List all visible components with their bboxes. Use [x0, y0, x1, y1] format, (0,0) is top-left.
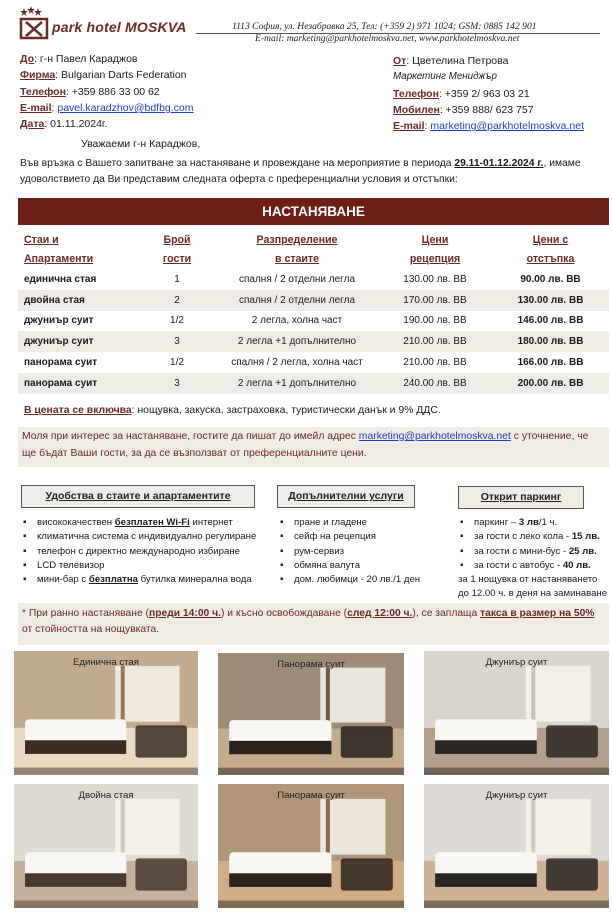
list-item: ▪ климатична система с индивидуално регулиране — [20, 530, 256, 544]
room-photo — [14, 784, 198, 908]
table-row — [18, 373, 609, 394]
table-cell: единична стая — [18, 269, 138, 290]
list-item: ▪ за гости с леко кола - 15 лв. — [457, 530, 600, 544]
column-header-text: гости — [162, 253, 192, 265]
photo-caption: Панорама суит — [277, 659, 345, 670]
column-header-text: Брой — [163, 234, 191, 246]
room-photo-image — [14, 651, 198, 775]
list-item: ▪ телефон с директно международно избиране — [20, 545, 256, 559]
column-header-text: Стаи и — [24, 234, 59, 246]
column-header-text: рецепция — [409, 253, 461, 265]
room-photo-image — [424, 784, 609, 908]
table-row — [18, 331, 609, 352]
table-cell: 1/2 — [138, 311, 216, 332]
room-photo — [424, 651, 609, 775]
intro-paragraph: Във връзка с Вашето запитване за настаняване и провеждане на мероприятие в периода 29.11-01.12.2024 г., имаме удоволствието да Ви представим следната оферта с преференциални условия и отстъпки: — [20, 158, 581, 185]
table-cell: 2 — [138, 290, 216, 311]
table-cell: джуниър суит — [18, 311, 138, 332]
amenities-list — [20, 516, 256, 587]
section-title: НАСТАНЯВАНЕ — [18, 198, 609, 225]
photo-caption: Единична стая — [73, 657, 139, 668]
column-header-text: отстъпка — [526, 253, 575, 265]
table-cell: 90.00 лв. ВВ — [492, 269, 609, 290]
table-cell: 1 — [138, 269, 216, 290]
column-header — [18, 231, 138, 269]
photo-caption: Джуниър суит — [485, 790, 548, 801]
table-cell: спалня / 2 отделни легла — [216, 269, 378, 290]
sender-block: От: Цветелина Петрова Маркетинг Мениджър Телефон: +359 2/ 963 03 21 Мобилен: +359 888/ 623 757 E-mail: marketing@parkhotelmoskva.net — [393, 55, 585, 133]
table-row — [18, 269, 609, 290]
sender-email-link[interactable]: marketing@parkhotelmoskva.net — [430, 120, 585, 133]
table-cell: 130.00 лв. ВВ — [378, 269, 492, 290]
column-header-text: Цени с — [532, 234, 569, 246]
hotel-address: 1113 София, ул. Незабравка 25, Тел: (+359 2) 971 1024; GSM: 0885 142 901 — [232, 21, 537, 32]
column-header-text: Апартаменти — [24, 253, 94, 265]
room-photo — [424, 784, 609, 908]
parking-list — [457, 516, 600, 573]
column-header-text: Цени — [421, 234, 449, 246]
room-photo-image — [218, 784, 404, 908]
parking-note: за 1 нощувка от настаняването до 12.00 ч. в деня на заминаване — [458, 574, 608, 599]
table-cell: 2 легла +1 допълнително — [216, 331, 378, 352]
recipient-email-link[interactable]: pavel.karadzhov@bdfbg.com — [57, 101, 194, 114]
table-cell: 190.00 лв. ВВ — [378, 311, 492, 332]
table-cell: панорама суит — [18, 373, 138, 394]
table-cell: 130.00 лв. ВВ — [492, 290, 609, 311]
column-header — [492, 231, 609, 269]
list-item: ▪ за гости с мини-бус - 25 лв. — [457, 545, 600, 559]
list-item: ▪ обмяна валута — [277, 559, 420, 573]
photo-caption: Двойна стая — [78, 790, 134, 801]
list-item: ▪ пране и гладене — [277, 516, 420, 530]
table-cell: двойна стая — [18, 290, 138, 311]
room-photo-image — [218, 653, 404, 775]
table-row — [18, 352, 609, 373]
list-item: ▪ сейф на рецепция — [277, 530, 420, 544]
room-prices-table — [18, 231, 609, 394]
table-cell: спалня / 2 отделни легла — [216, 290, 378, 311]
parking-title: Открит паркинг — [458, 486, 584, 509]
table-cell: 210.00 лв. ВВ — [378, 331, 492, 352]
room-photo — [218, 784, 404, 908]
recipient-block: До: г-н Павел Караджов Фирма: Bulgarian Darts Federation Телефон: +359 886 33 00 62 E-mail: pavel.karadzhov@bdfbg.com Дата: 01.11.2024г. — [20, 53, 194, 131]
booking-note: Моля при интерес за настаняване, гостите да пишат до имейл адрес marketing@parkhotelmoskva.net с уточнение, че ще бъдат Ваши гости, за да се възползват от преференциалните цени. — [18, 427, 609, 467]
table-cell: 180.00 лв. ВВ — [492, 331, 609, 352]
brand-name: park hotel MOSKVA — [52, 19, 187, 35]
booking-email-link[interactable]: marketing@parkhotelmoskva.net — [358, 431, 511, 442]
amenities-title: Удобства в стаите и апартаментите — [21, 485, 255, 508]
table-cell: 3 — [138, 331, 216, 352]
list-item: ▪ висококачествен безплатен Wi-Fi интернет — [20, 516, 256, 530]
table-cell: 210.00 лв. ВВ — [378, 352, 492, 373]
room-photo-image — [424, 651, 609, 775]
table-cell: 2 легла +1 допълнително — [216, 373, 378, 394]
photo-caption: Джуниър суит — [485, 657, 548, 668]
column-header — [216, 231, 378, 269]
table-row — [18, 311, 609, 332]
table-cell: 240.00 лв. ВВ — [378, 373, 492, 394]
list-item: ▪ рум-сервиз — [277, 545, 420, 559]
list-item: ▪ за гости с автобус - 40 лв. — [457, 559, 600, 573]
photo-caption: Панорама суит — [277, 790, 345, 801]
table-cell: джуниър суит — [18, 331, 138, 352]
table-cell: 2 легла, холна част — [216, 311, 378, 332]
table-cell: 1/2 — [138, 352, 216, 373]
table-header-row — [18, 231, 609, 269]
table-cell: 170.00 лв. ВВ — [378, 290, 492, 311]
table-cell: спалня / 2 легла, холна част — [216, 352, 378, 373]
list-item: ▪ дом. любимци - 20 лв./1 ден — [277, 573, 420, 587]
room-photo-image — [14, 784, 198, 908]
greeting: Уважаеми г-н Караджов, — [81, 138, 201, 150]
table-cell: панорама суит — [18, 352, 138, 373]
services-title: Допълнителни услуги — [277, 485, 415, 508]
table-cell: 3 — [138, 373, 216, 394]
column-header — [378, 231, 492, 269]
list-item: ▪ паркинг – 3 лв/1 ч. — [457, 516, 600, 530]
room-photo — [14, 651, 198, 775]
list-item: ▪ мини-бар с безплатна бутилка минерална вода — [20, 573, 256, 587]
table-cell: 200.00 лв. ВВ — [492, 373, 609, 394]
table-row — [18, 290, 609, 311]
column-header-text: Разпределение — [256, 234, 338, 246]
table-cell: 146.00 лв. ВВ — [492, 311, 609, 332]
included-note: В цената се включва: нощувка, закуска, застраховка, туристически данък и 9% ДДС. — [24, 405, 441, 416]
services-list — [277, 516, 420, 587]
column-header-text: в стаите — [274, 253, 320, 265]
list-item: ▪ LCD телевизор — [20, 559, 256, 573]
hotel-contact: E-mail: marketing@parkhotelmoskva.net, www.parkhotelmoskva.net — [255, 33, 520, 44]
room-photo — [218, 653, 404, 775]
early-checkin-note: * При ранно настаняване (преди 14:00 ч.) и късно освобождаване (след 12:00 ч.), се заплаща такса в размер на 50% от стойността на нощувката. — [18, 603, 609, 645]
column-header — [138, 231, 216, 269]
table-cell: 166.00 лв. ВВ — [492, 352, 609, 373]
